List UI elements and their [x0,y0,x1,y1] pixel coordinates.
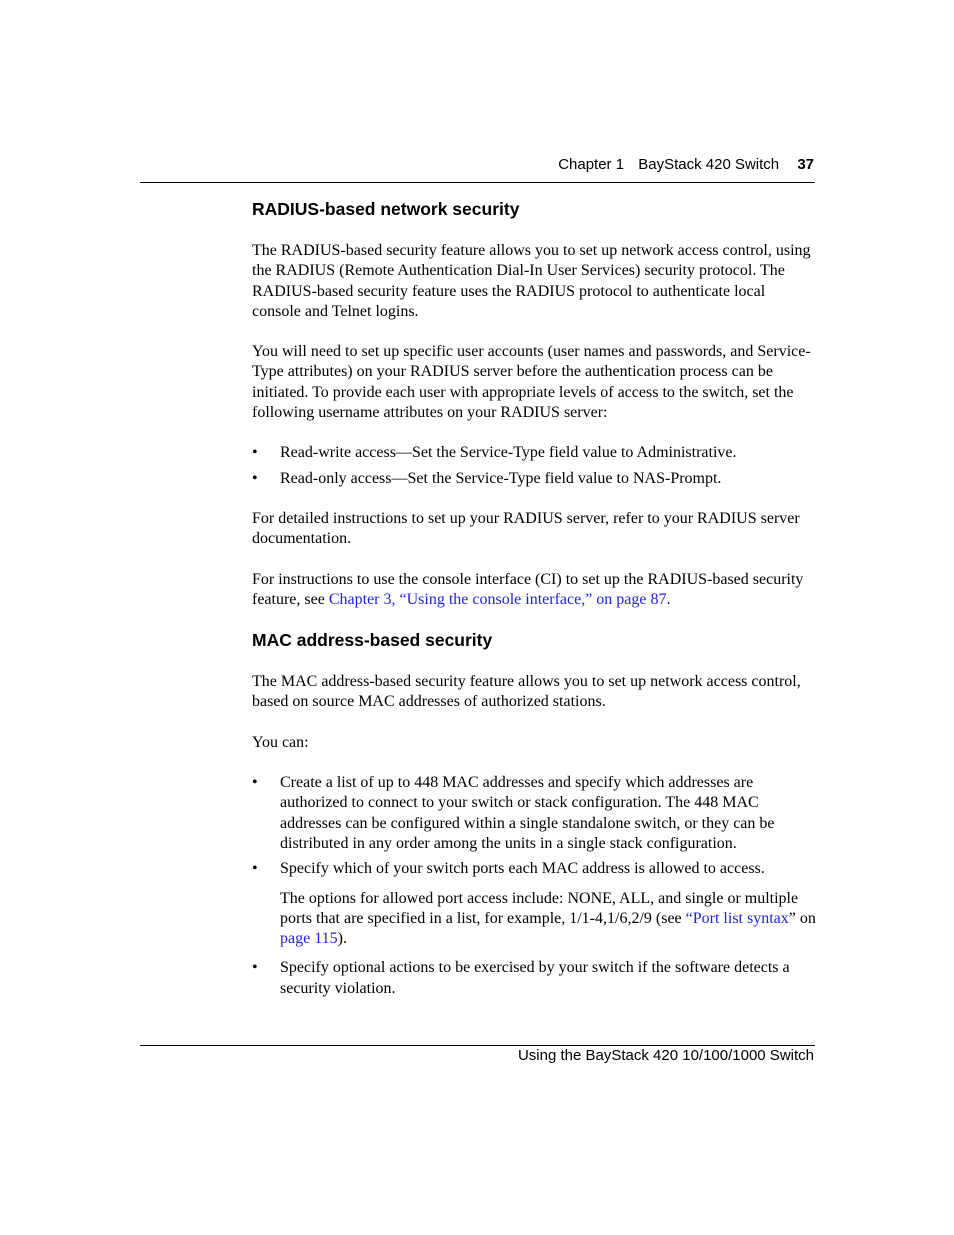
header-rule [140,182,815,183]
radius-paragraph-1: The RADIUS-based security feature allows you to set up network access control, using the RADIUS (Remote Authentication Dial-In User Services) security protocol. The RADIUS-based security feature uses the RADIUS protocol to authenticate local console and Telnet logins. [252,242,811,320]
list-item: • Read-only access—Set the Service-Type field value to NAS-Prompt. [252,469,817,489]
list-item: • Read-write access—Set the Service-Type field value to Administrative. [252,443,817,463]
section-heading-radius: RADIUS-based network security [252,199,520,219]
section-heading-mac: MAC address-based security [252,630,493,651]
chapter-title: BayStack 420 Switch [638,156,780,173]
radius-bullet-list [252,443,817,489]
page-body [252,197,817,999]
page-header [558,156,814,173]
radius-paragraph-3: For detailed instructions to set up your RADIUS server, refer to your RADIUS server documentation. [252,509,800,548]
bullet-icon: • [252,860,258,878]
list-item: • Specify which of your switch ports each MAC address is allowed to access. [252,859,817,879]
mac-bullet-list-2 [252,958,817,999]
page-number: 37 [797,156,814,173]
bullet-icon: • [252,959,258,977]
bullet-icon: • [252,469,258,487]
chapter-3-link[interactable]: Chapter 3, “Using the console interface,” on page 87 [328,590,667,608]
radius-paragraph-4: For instructions to use the console interface (CI) to set up the RADIUS-based security feature, see Chapter 3, “Using the console interface,” on page 87. [252,570,804,608]
chapter-label: Chapter 1 [558,156,625,173]
footer-rule [140,1045,815,1046]
radius-paragraph-2: You will need to set up specific user accounts (user names and passwords, and Service-Type attributes) on your RADIUS server before the authentication process can be initiated. To provide each user with appropriate levels of access to the switch, set the following username attributes on your RADIUS server: [252,343,811,422]
bullet-icon: • [252,774,258,792]
list-item: • Specify optional actions to be exercised by your switch if the software detects a security violation. [252,959,790,997]
page-115-link[interactable]: page 115 [280,930,338,948]
mac-paragraph-2: You can: [252,733,309,751]
mac-paragraph-1: The MAC address-based security feature allows you to set up network access control, based on source MAC addresses of authorized stations. [252,673,801,711]
mac-bullet-list [252,773,817,879]
list-item: • Create a list of up to 448 MAC addresses and specify which addresses are authorized to connect to your switch or stack configuration. The 448 MAC addresses can be configured within a single standalone switch, or they can be distributed in any order among the units in a single stack configuration. [252,774,775,852]
page-footer: Using the BayStack 420 10/100/1000 Switch [517,1047,814,1064]
port-list-syntax-link[interactable]: “Port list syntax [685,909,789,927]
port-options-paragraph: The options for allowed port access include: NONE, ALL, and single or multiple ports that are specified in a list, for example, 1/1-4,1/6,2/9 (see “Port list syntax” on page 115). [280,889,816,948]
bullet-icon: • [252,444,258,462]
